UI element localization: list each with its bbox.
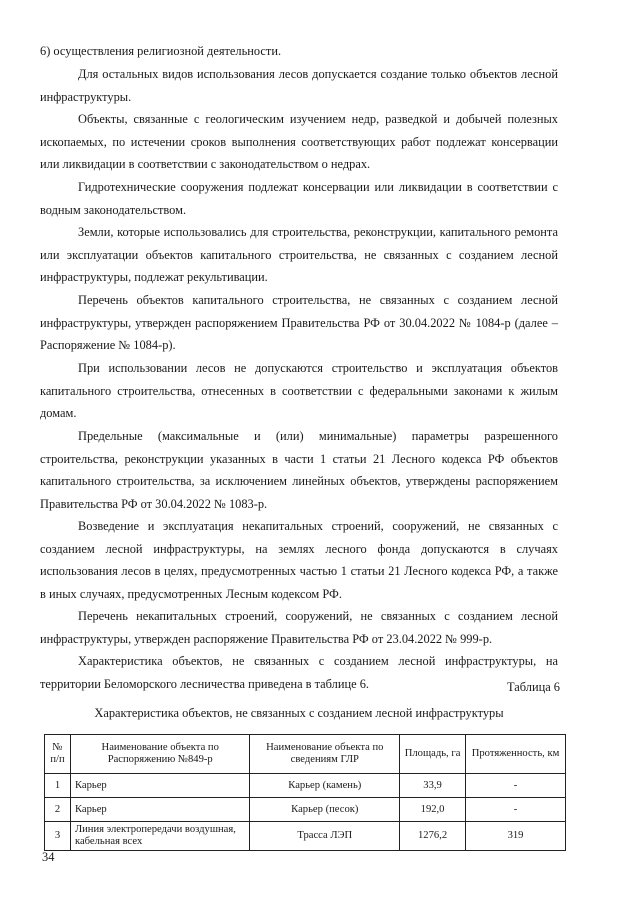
cell-number: 1 [45, 774, 71, 798]
paragraph-2: Для остальных видов использования лесов допускается создание только объектов лесной инфраструктуры. [40, 67, 558, 104]
header-name-glr: Наименование объекта по сведениям ГЛР [250, 735, 400, 774]
paragraph-10: Перечень некапитальных строений, сооружений, не связанных с созданием лесной инфраструктуры, утвержден распоряжение Правительства РФ от 23.04.2022 № 999-р. [40, 609, 558, 646]
cell-name-glr: Карьер (песок) [250, 798, 400, 822]
paragraph-7: При использовании лесов не допускаются строительство и эксплуатация объектов капитального строительства, отнесенных в соответствии с федеральными законами к жилым домам. [40, 361, 558, 421]
paragraph-3: Объекты, связанные с геологическим изучением недр, разведкой и добычей полезных ископаемых, по истечении сроков выполнения соответствующих работ подлежат консервации или ликвидации в соответствии с законодательством о недрах. [40, 112, 558, 172]
cell-name-order: Линия электропередачи воздушная, кабельная всех [70, 822, 250, 851]
paragraph-8: Предельные (максимальные и (или) минимальные) параметры разрешенного строительства, реконструкции указанных в части 1 статьи 21 Лесного кодекса РФ объектов капитального строительства, за исключением линейных объектов, утверждены распоряжением Правительства РФ от 30.04.2022 № 1083-р. [40, 429, 558, 511]
objects-table [44, 734, 566, 851]
cell-area: 192,0 [400, 798, 466, 822]
cell-name-glr: Карьер (камень) [250, 774, 400, 798]
cell-name-order: Карьер [70, 774, 250, 798]
table-row [45, 822, 566, 851]
cell-number: 2 [45, 798, 71, 822]
table-title: Характеристика объектов, не связанных с созданием лесной инфраструктуры [94, 706, 504, 720]
cell-area: 33,9 [400, 774, 466, 798]
header-number: № п/п [45, 735, 71, 774]
table-label: Таблица 6 [507, 680, 560, 694]
table-row [45, 774, 566, 798]
cell-length: - [466, 798, 566, 822]
paragraph-5: Земли, которые использовались для строительства, реконструкции, капитального ремонта или эксплуатации объектов капитального строительства, не связанных с созданием лесной инфраструктуры, подлежат рекультивации. [40, 225, 558, 285]
paragraph-6: Перечень объектов капитального строительства, не связанных с созданием лесной инфраструктуры, утвержден распоряжением Правительства РФ от 30.04.2022 № 1084-р (далее – Распоряжение № 1084-р). [40, 293, 558, 353]
page-number: 34 [42, 850, 55, 864]
paragraph-1: 6) осуществления религиозной деятельности. [40, 44, 282, 58]
cell-length: - [466, 774, 566, 798]
cell-length: 319 [466, 822, 566, 851]
cell-area: 1276,2 [400, 822, 466, 851]
table-row [45, 798, 566, 822]
header-area: Площадь, га [400, 735, 466, 774]
table-header-row [45, 735, 566, 774]
cell-name-order: Карьер [70, 798, 250, 822]
paragraph-9: Возведение и эксплуатация некапитальных строений, сооружений, не связанных с созданием лесной инфраструктуры, на землях лесного фонда допускаются в случаях использования лесов в целях, предусмотренных частью 1 статьи 21 Лесного кодекса РФ, а также в иных случаях, предусмотренных Лесным кодексом РФ. [40, 519, 558, 601]
cell-number: 3 [45, 822, 71, 851]
header-length: Протяженность, км [466, 735, 566, 774]
paragraph-11: Характеристика объектов, не связанных с созданием лесной инфраструктуры, на территории Беломорского лесничества приведена в таблице 6. [40, 654, 558, 691]
cell-name-glr: Трасса ЛЭП [250, 822, 400, 851]
header-name-order: Наименование объекта по Распоряжению №849-р [70, 735, 250, 774]
paragraph-4: Гидротехнические сооружения подлежат консервации или ликвидации в соответствии с водным законодательством. [40, 180, 558, 217]
